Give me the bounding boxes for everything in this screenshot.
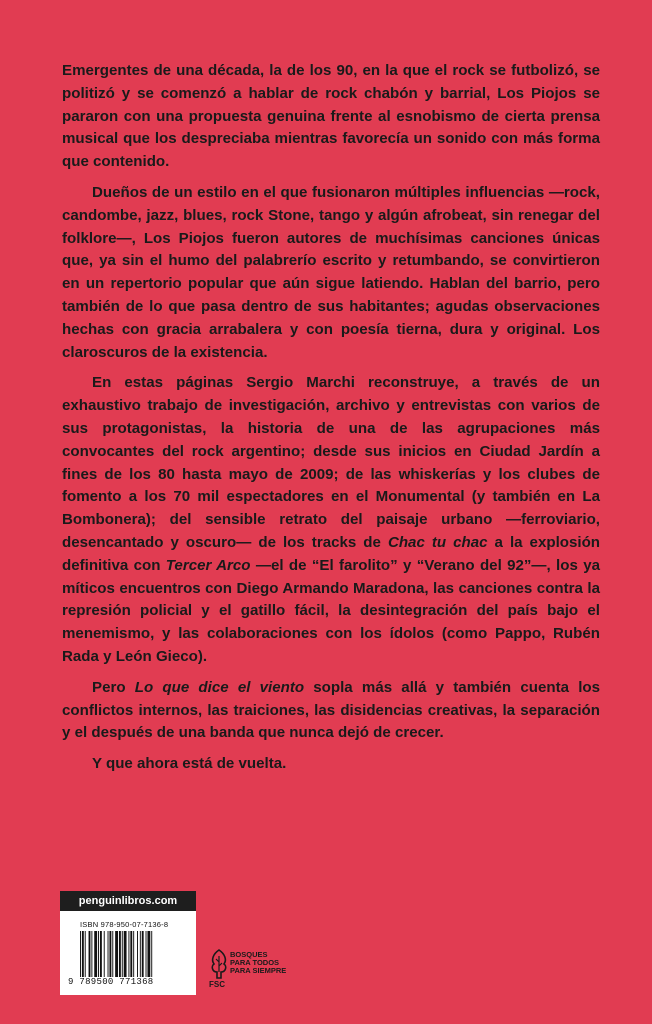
barcode-bar <box>112 931 113 977</box>
barcode-bar <box>100 931 102 977</box>
fsc-label: FSC <box>209 980 225 989</box>
paragraph-text: Emergentes de una década, la de los 90, en la que el rock se futbolizó, se politizó y se comenzó a hablar de rock chabón y barrial, Los Piojos se pararon con una propuesta genuina frente al esnobismo de cierta prensa musical que los despreciaba mientras favorecía un sonido con más forma que contenido. <box>62 62 600 171</box>
barcode-panel <box>60 891 196 995</box>
barcode-bar <box>142 931 144 977</box>
back-cover-text <box>62 60 600 784</box>
fsc-slogan-line: PARA SIEMPRE <box>230 966 287 975</box>
fsc-slogan <box>230 951 286 975</box>
isbn-label: ISBN 978-950-07-7136-8 <box>80 920 169 929</box>
barcode-bar <box>124 931 127 977</box>
paragraph-text: sopla más allá y también cuenta los conflictos internos, las traiciones, las disidencias creativas, la separación y el después de una banda que nunca dejó de crecer. <box>62 678 600 742</box>
barcode-bar <box>98 931 99 977</box>
barcode-bar <box>151 931 152 977</box>
paragraph-1 <box>62 60 600 174</box>
barcode-bar <box>133 931 134 977</box>
paragraph-5 <box>62 753 600 776</box>
album-title-tercer-arco: Tercer Arco <box>165 556 251 574</box>
barcode-bar <box>109 931 111 977</box>
paragraph-text: —el de “El farolito” y “Verano del 92”—, los ya míticos encuentros con Diego Armando Maradona, las canciones contra la represión policial y el gatillo fácil, la desintegración del país bajo el menemismo, y las colaboraciones con los ídolos (como Pappo, Rubén Rada y León Gieco). <box>62 556 600 665</box>
tree-icon <box>208 948 230 980</box>
paragraph-text: Y que ahora está de vuelta. <box>92 755 287 773</box>
barcode-bar <box>94 931 97 977</box>
barcode-bar <box>147 931 150 977</box>
barcode-bar <box>108 931 109 977</box>
fsc-slogan-line: BOSQUES <box>230 950 268 959</box>
barcode-bars <box>80 931 188 977</box>
paragraph-4 <box>62 677 600 745</box>
paragraph-text: En estas páginas Sergio Marchi reconstruye, a través de un exhaustivo trabajo de investigación, archivo y entrevistas con varios de sus protagonistas, la historia de una de las agrupaciones más convocantes del rock argentino; desde sus inicios en Ciudad Jardín a fines de los 80 hasta mayo de 2009; de las whiskerías y los clubes de fomento a los 70 mil espectadores en el Monumental (y también en La Bombonera); del sensible retrato del paisaje urbano —ferroviario, desencantado y oscuro— de los tracks de <box>62 374 600 551</box>
book-title: Lo que dice el viento <box>134 678 305 696</box>
barcode-bar <box>140 931 141 977</box>
barcode-bar <box>85 931 86 977</box>
publisher-website: penguinlibros.com <box>60 891 196 911</box>
barcode-bar <box>91 931 92 977</box>
paragraph-text: a la explosión definitiva con <box>62 533 601 574</box>
barcode-bar <box>89 931 91 977</box>
barcode-bar <box>82 931 84 977</box>
ean-digits: 9 789500 771368 <box>68 977 154 987</box>
paragraph-3 <box>62 372 600 668</box>
barcode-bar <box>137 931 138 977</box>
barcode-bar <box>115 931 118 977</box>
fsc-logo <box>208 948 308 992</box>
barcode-bar <box>119 931 121 977</box>
paragraph-text: Dueños de un estilo en el que fusionaron múltiples influencias —rock, candombe, jazz, blues, rock Stone, tango y algún afrobeat, sin renegar del folklore—, Los Piojos fueron autores de muchísimas canciones únicas que, ya sin el humo del palabrerío escrito y retumbando, se convirtieron en un repertorio popular que aún sigue latiendo. Hablan del barrio, pero también de lo que pasa dentro de sus habitantes; agudas observaciones hechas con gracia arrabalera y con poesía tierna, dura y original. Los claroscuros de la existencia. <box>62 183 600 361</box>
barcode-bar <box>80 931 81 977</box>
barcode-bar <box>104 931 105 977</box>
album-title-chac-tu-chac: Chac tu chac <box>387 533 488 551</box>
barcode-bar <box>122 931 123 977</box>
barcode-bar <box>146 931 147 977</box>
barcode-bar <box>130 931 132 977</box>
barcode-bar <box>128 931 129 977</box>
paragraph-2 <box>62 182 600 364</box>
fsc-slogan-line: PARA TODOS <box>230 958 280 967</box>
paragraph-text: Pero <box>92 678 135 696</box>
